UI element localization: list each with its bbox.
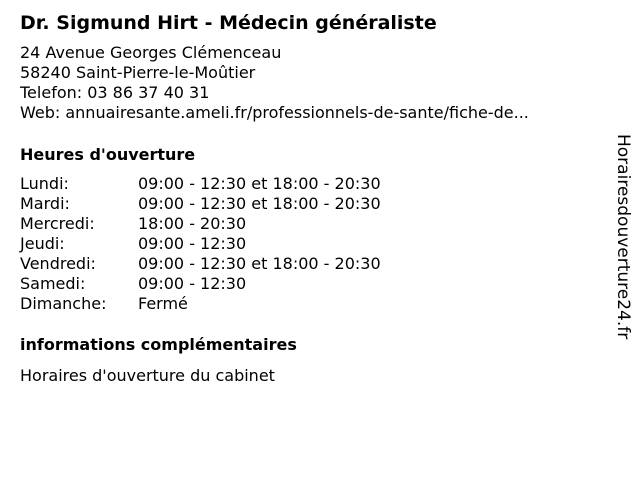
hours-row-thursday xyxy=(20,234,381,254)
day-label: Jeudi: xyxy=(20,234,65,253)
phone-number: Telefon: 03 86 37 40 31 xyxy=(20,83,210,102)
day-label: Mercredi: xyxy=(20,214,95,233)
time-value: 18:00 - 20:30 xyxy=(138,214,247,233)
day-label: Lundi: xyxy=(20,174,69,193)
opening-hours-heading: Heures d'ouverture xyxy=(20,145,196,164)
hours-row-sunday xyxy=(20,294,381,314)
time-value: 09:00 - 12:30 xyxy=(138,274,247,293)
time-value: 09:00 - 12:30 et 18:00 - 20:30 xyxy=(138,254,381,273)
page-title: Dr. Sigmund Hirt - Médecin généraliste xyxy=(20,12,437,34)
day-label: Mardi: xyxy=(20,194,70,213)
hours-row-friday xyxy=(20,254,381,274)
hours-row-monday xyxy=(20,174,381,194)
time-value: Fermé xyxy=(138,294,188,313)
hours-row-wednesday xyxy=(20,214,381,234)
street-address: 24 Avenue Georges Clémenceau xyxy=(20,43,282,62)
watermark-text: Horairesdouverture24.fr xyxy=(613,134,633,340)
day-label: Vendredi: xyxy=(20,254,96,273)
time-value: 09:00 - 12:30 et 18:00 - 20:30 xyxy=(138,174,381,193)
day-label: Dimanche: xyxy=(20,294,107,313)
day-label: Samedi: xyxy=(20,274,86,293)
hours-row-saturday xyxy=(20,274,381,294)
hours-row-tuesday xyxy=(20,194,381,214)
watermark xyxy=(612,134,634,346)
address-block xyxy=(20,43,529,123)
additional-info-text: Horaires d'ouverture du cabinet xyxy=(20,366,275,385)
additional-info-heading: informations complémentaires xyxy=(20,335,297,354)
opening-hours-table xyxy=(20,174,381,314)
time-value: 09:00 - 12:30 et 18:00 - 20:30 xyxy=(138,194,381,213)
time-value: 09:00 - 12:30 xyxy=(138,234,247,253)
website-link[interactable]: Web: annuairesante.ameli.fr/professionnels-de-sante/fiche-de... xyxy=(20,103,529,122)
city-postal: 58240 Saint-Pierre-le-Moûtier xyxy=(20,63,256,82)
